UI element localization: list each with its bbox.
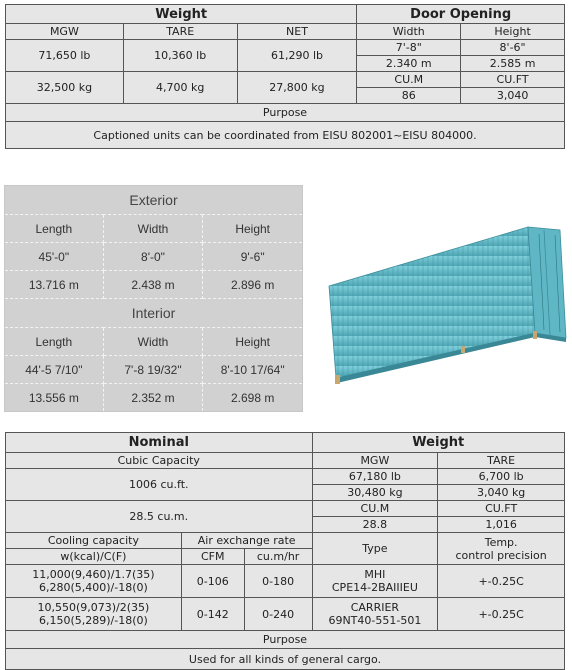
purpose-label: Purpose: [6, 104, 565, 122]
net-label: NET: [237, 24, 357, 40]
tare-label: TARE: [123, 24, 237, 40]
interior-length-ft: 44'-5 7/10": [5, 356, 104, 384]
door-height-m: 2.585 m: [461, 56, 565, 72]
type-model: 69NT40-551-501: [328, 614, 422, 627]
type-label: Type: [312, 533, 438, 565]
door-width-ft: 7'-8": [357, 40, 461, 56]
nominal-header: Nominal: [6, 433, 313, 453]
type-model: CPE14-2BAIIIEU: [331, 581, 418, 594]
temp-row1: +-0.25C: [438, 565, 565, 598]
interior-height-ft: 8'-10 17/64": [203, 356, 303, 384]
cooling-line1: 10,550(9,073)/2(35): [37, 601, 150, 614]
tare-label-2: TARE: [438, 453, 565, 469]
type-row2: [312, 598, 438, 631]
cubic-capacity-label: Cubic Capacity: [6, 453, 313, 469]
cooling-line2: 6,150(5,289)/-18(0): [38, 614, 148, 627]
cfm-row1: 0-106: [181, 565, 244, 598]
mgw-label: MGW: [6, 24, 124, 40]
temp-label-2: control precision: [455, 548, 547, 562]
cum-label: CU.M: [357, 72, 461, 88]
mgw-lb-2: 67,180 lb: [312, 469, 438, 485]
temp-row2: +-0.25C: [438, 598, 565, 631]
door-height-ft: 8'-6": [461, 40, 565, 56]
exterior-height-ft: 9'-6": [203, 243, 303, 271]
cum-value-2: 28.8: [312, 517, 438, 533]
purpose-text: Captioned units can be coordinated from EISU 802001~EISU 804000.: [6, 122, 565, 149]
door-height-label: Height: [461, 24, 565, 40]
interior-width-m: 2.352 m: [103, 384, 203, 412]
nominal-weight-table: [5, 432, 565, 670]
purpose-text-2: Used for all kinds of general cargo.: [6, 649, 565, 670]
cuft-label: CU.FT: [461, 72, 565, 88]
mgw-kg: 32,500 kg: [6, 72, 124, 104]
cumhr-row2: 0-240: [244, 598, 312, 631]
dimensions-table: [4, 185, 303, 412]
interior-height-m: 2.698 m: [203, 384, 303, 412]
tare-kg-2: 3,040 kg: [438, 485, 565, 501]
door-opening-header: Door Opening: [357, 5, 565, 24]
weight-door-table: [5, 4, 565, 149]
air-exchange-label: Air exchange rate: [181, 533, 312, 549]
purpose-label-2: Purpose: [6, 631, 565, 649]
cfm-label: CFM: [181, 549, 244, 565]
net-lb: 61,290 lb: [237, 40, 357, 72]
cooling-capacity-row1: [6, 565, 182, 598]
type-make: MHI: [364, 568, 386, 581]
interior-height-label: Height: [203, 328, 303, 356]
mgw-label-2: MGW: [312, 453, 438, 469]
temp-precision-label: [438, 533, 565, 565]
tare-lb-2: 6,700 lb: [438, 469, 565, 485]
cooling-line1: 11,000(9,460)/1.7(35): [32, 568, 155, 581]
exterior-width-m: 2.438 m: [103, 271, 203, 299]
exterior-height-label: Height: [203, 215, 303, 243]
tare-kg: 4,700 kg: [123, 72, 237, 104]
cuft-label-2: CU.FT: [438, 501, 565, 517]
door-width-label: Width: [357, 24, 461, 40]
exterior-height-m: 2.896 m: [203, 271, 303, 299]
exterior-width-ft: 8'-0": [103, 243, 203, 271]
cfm-row2: 0-142: [181, 598, 244, 631]
cum-label-2: CU.M: [312, 501, 438, 517]
type-make: CARRIER: [350, 601, 400, 614]
weight-header-2: Weight: [312, 433, 564, 453]
tare-lb: 10,360 lb: [123, 40, 237, 72]
cuft-value-2: 1,016: [438, 517, 565, 533]
exterior-width-label: Width: [103, 215, 203, 243]
net-kg: 27,800 kg: [237, 72, 357, 104]
interior-width-ft: 7'-8 19/32": [103, 356, 203, 384]
cum-value: 86: [357, 88, 461, 104]
cuft-value: 3,040: [461, 88, 565, 104]
interior-title: Interior: [5, 299, 303, 328]
cooling-unit-label: w(kcal)/C(F): [6, 549, 182, 565]
mgw-kg-2: 30,480 kg: [312, 485, 438, 501]
interior-length-m: 13.556 m: [5, 384, 104, 412]
exterior-length-label: Length: [5, 215, 104, 243]
cooling-line2: 6,280(5,400)/-18(0): [38, 581, 148, 594]
interior-width-label: Width: [103, 328, 203, 356]
exterior-length-m: 13.716 m: [5, 271, 104, 299]
interior-length-label: Length: [5, 328, 104, 356]
shipping-container-image: [327, 226, 567, 386]
cubic-capacity-cuft: 1006 cu.ft.: [6, 469, 313, 501]
exterior-length-ft: 45'-0": [5, 243, 104, 271]
door-width-m: 2.340 m: [357, 56, 461, 72]
temp-label-1: Temp.: [484, 535, 518, 549]
exterior-title: Exterior: [5, 186, 303, 215]
weight-header: Weight: [6, 5, 357, 24]
cumhr-label: cu.m/hr: [244, 549, 312, 565]
cumhr-row1: 0-180: [244, 565, 312, 598]
mgw-lb: 71,650 lb: [6, 40, 124, 72]
cooling-capacity-row2: [6, 598, 182, 631]
cubic-capacity-cum: 28.5 cu.m.: [6, 501, 313, 533]
type-row1: [312, 565, 438, 598]
cooling-capacity-label: Cooling capacity: [6, 533, 182, 549]
